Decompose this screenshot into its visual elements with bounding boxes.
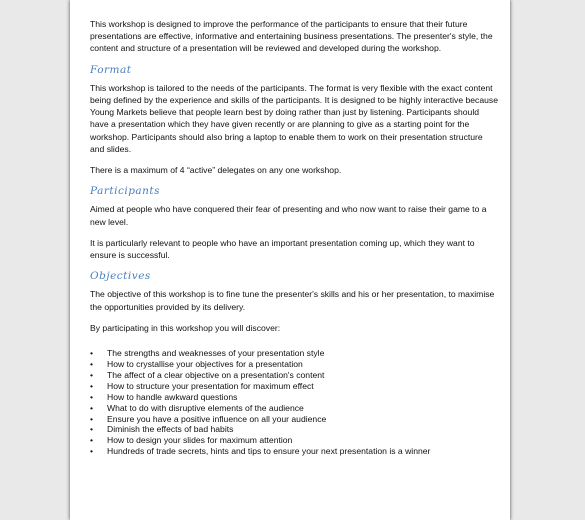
bullet-icon: • bbox=[90, 413, 94, 424]
participants-paragraph-1: Aimed at people who have conquered their fear of presenting and who now want to raise their game to a new level. bbox=[90, 204, 487, 227]
participants-heading: Participants bbox=[90, 185, 161, 198]
list-item: • What to do with disruptive elements of the audience bbox=[90, 402, 304, 413]
format-paragraph-1: This workshop is tailored to the needs of the participants. The format is very flexible with the exact content being defined by the experience and skills of the participants. It is designed to be highly interactive because Young Markets believe that people learn best by doing rather than just by listening. Participants should have a presentation which they have given recently or are planning to give as a starting point for the workshop. Participants should also bring a laptop to enable them to work on their presentation structure and slides. bbox=[90, 82, 498, 154]
objectives-heading: Objectives bbox=[90, 270, 151, 283]
list-item: • Hundreds of trade secrets, hints and tips to ensure your next presentation is a winner bbox=[90, 446, 431, 457]
list-item: • How to handle awkward questions bbox=[90, 391, 238, 402]
format-heading: Format bbox=[90, 63, 132, 76]
list-item: • How to structure your presentation for maximum effect bbox=[90, 380, 314, 391]
bullet-icon: • bbox=[90, 435, 94, 446]
objectives-paragraph-2: By participating in this workshop you will discover: bbox=[90, 322, 281, 333]
intro-paragraph: This workshop is designed to improve the performance of the participants to ensure that their future presentations are effective, informative and entertaining business presentations. The presenter's style, the content and structure of a presentation will be reviewed and developed during the workshop. bbox=[90, 19, 493, 54]
bullet-icon: • bbox=[90, 402, 94, 413]
participants-paragraph-2: It is particularly relevant to people who have an important presentation coming up, which they want to ensure is successful. bbox=[90, 237, 475, 261]
objectives-paragraph-1: The objective of this workshop is to fine tune the presenter's skills and his or her presentation, to maximise the opportunities provided by its delivery. bbox=[90, 289, 495, 312]
bullet-icon: • bbox=[90, 348, 94, 359]
list-item: • The affect of a clear objective on a presentation's content bbox=[90, 369, 325, 380]
bullet-icon: • bbox=[90, 358, 94, 369]
objectives-list bbox=[90, 348, 498, 457]
bullet-icon: • bbox=[90, 380, 94, 391]
bullet-icon: • bbox=[90, 424, 94, 435]
list-item: • How to design your slides for maximum attention bbox=[90, 435, 293, 446]
bullet-icon: • bbox=[90, 446, 94, 457]
list-item: • Diminish the effects of bad habits bbox=[90, 424, 234, 435]
document-content bbox=[90, 18, 498, 457]
list-item: • How to crystallise your objectives for a presentation bbox=[90, 358, 303, 369]
list-item: • The strengths and weaknesses of your presentation style bbox=[90, 348, 325, 359]
format-paragraph-2: There is a maximum of 4 “active” delegates on any one workshop. bbox=[90, 165, 342, 176]
list-item: • Ensure you have a positive influence on all your audience bbox=[90, 413, 327, 424]
document-page bbox=[70, 0, 510, 520]
bullet-icon: • bbox=[90, 369, 94, 380]
bullet-icon: • bbox=[90, 391, 94, 402]
